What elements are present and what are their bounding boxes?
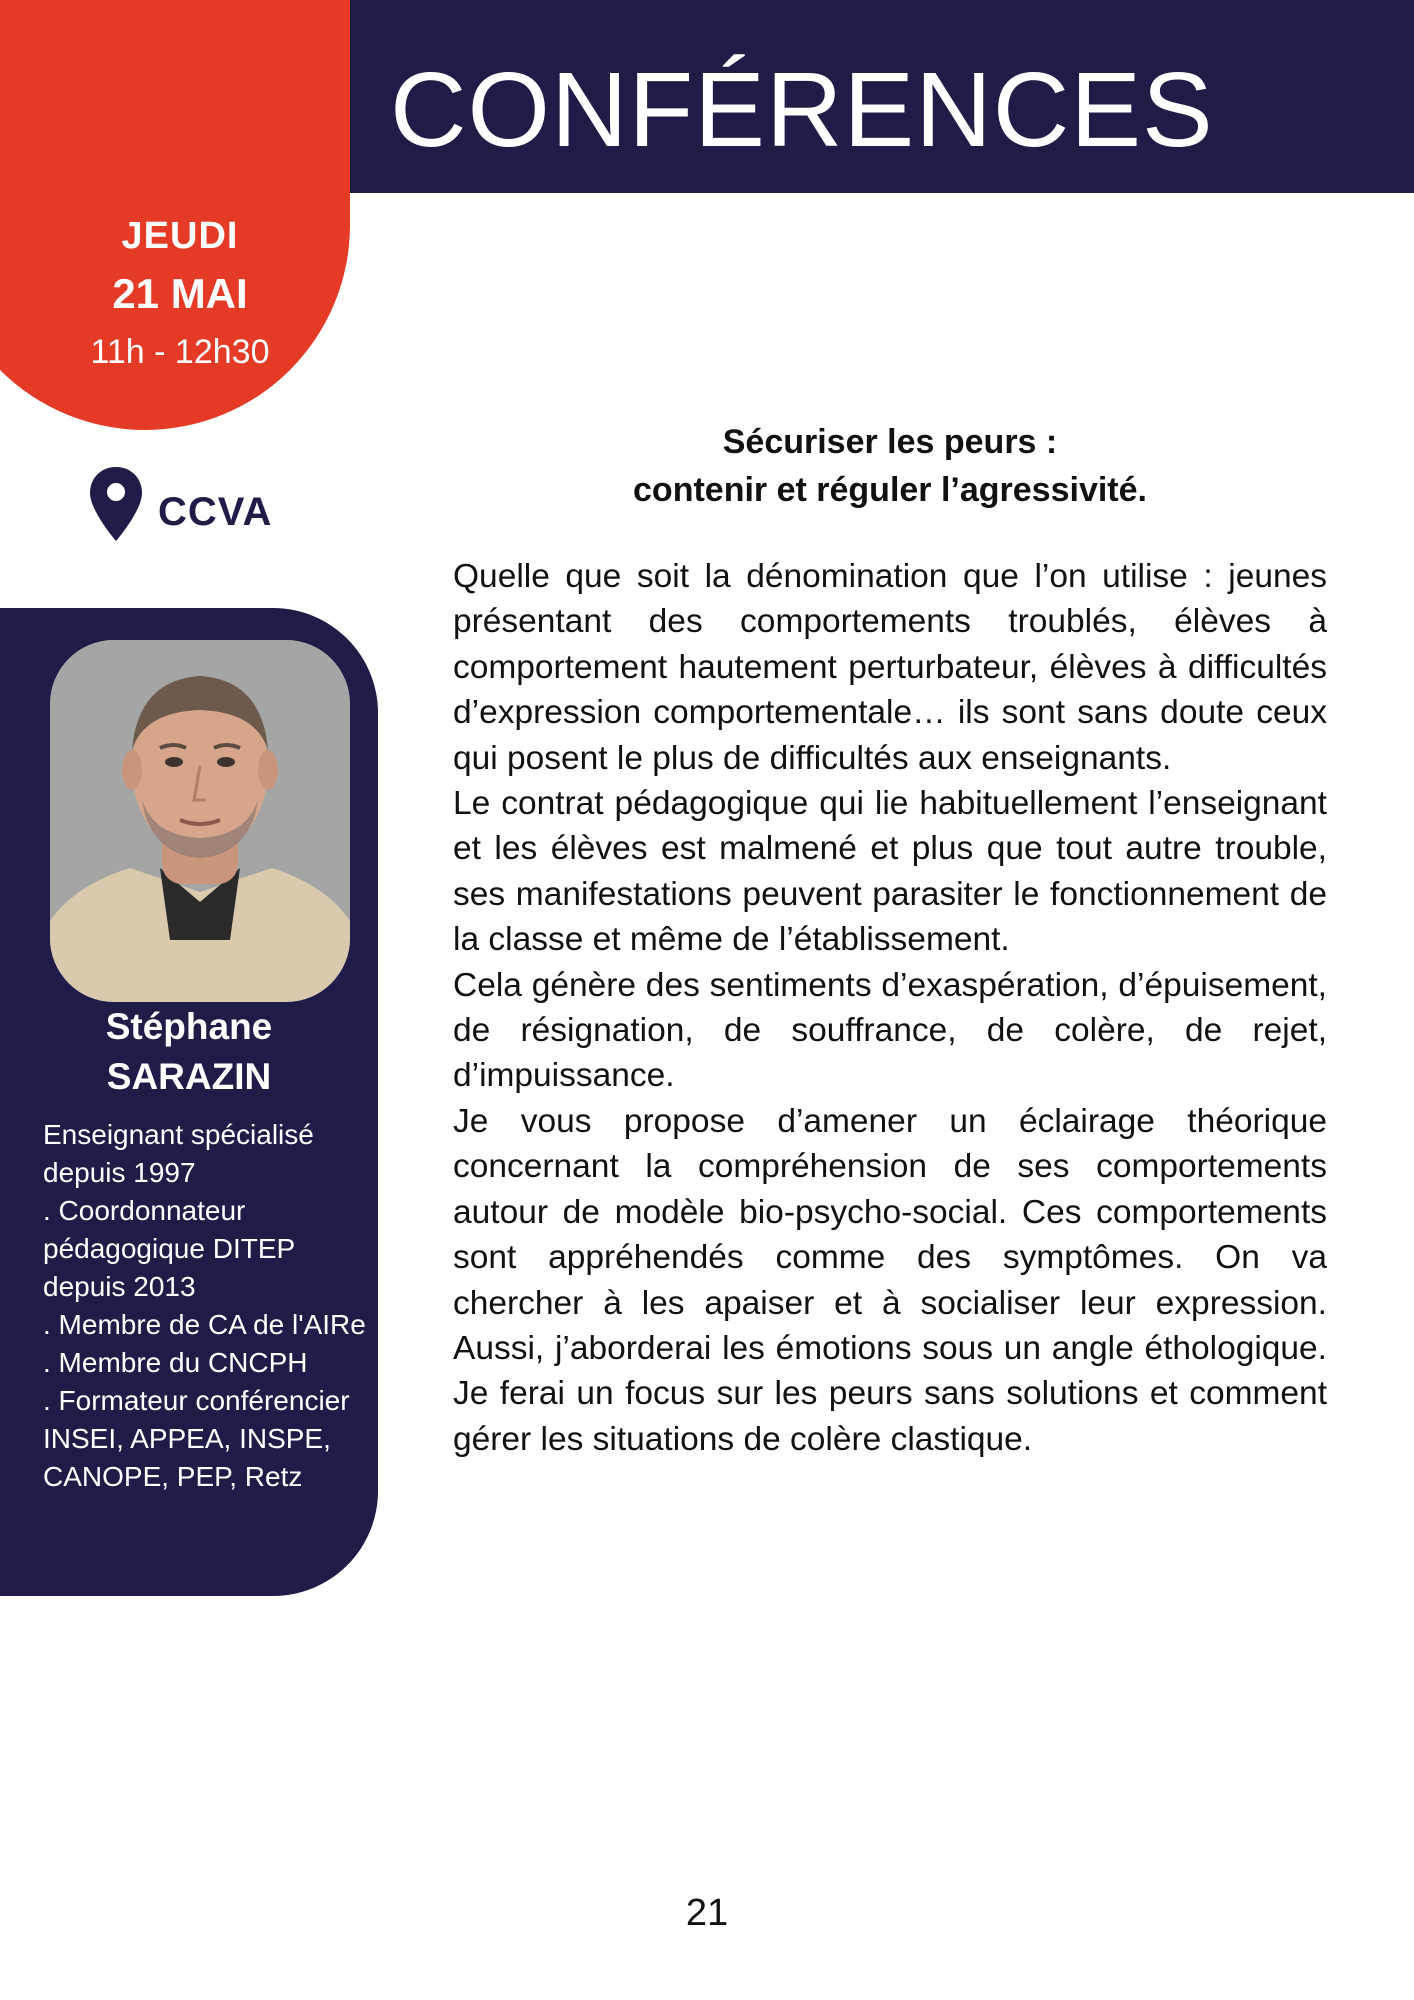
abstract-paragraph: Cela génère des sentiments d’exaspération, d’épuisement, de résignation, de souffrance, de colère, de rejet, d’impuissance.	[453, 966, 1327, 1095]
talk-title	[455, 418, 1325, 514]
speaker-last-name: SARAZIN	[106, 1056, 272, 1097]
abstract-paragraph: Le contrat pédagogique qui lie habituellement l’enseignant et les élèves est malmené et plus que tout autre trouble, ses manifestations peuvent parasiter le fonctionnement de la classe et même de l’établissement.	[453, 785, 1327, 959]
speaker-portrait-image	[50, 640, 350, 1002]
speaker-first-name: Stéphane	[105, 1006, 273, 1047]
speaker-bio	[43, 1116, 373, 1496]
talk-title-line-2: contenir et réguler l’agressivité.	[633, 471, 1147, 509]
bio-line: . Formateur conférencier INSEI, APPEA, INSPE, CANOPE, PEP, Retz	[43, 1385, 350, 1492]
talk-title-line-1: Sécuriser les peurs :	[722, 423, 1058, 461]
bio-line: . Membre de CA de l'AIRe	[43, 1309, 366, 1340]
event-date-label: 21 MAI	[112, 270, 248, 317]
event-day: JEUDI	[121, 215, 239, 257]
podium-audience-icon	[100, 45, 265, 195]
page-title: CONFÉRENCES	[390, 51, 1214, 169]
venue-label: CCVA	[158, 490, 273, 534]
event-date	[0, 208, 360, 380]
bio-line: . Membre du CNCPH	[43, 1347, 308, 1378]
page-number: 21	[685, 1892, 729, 1934]
abstract-paragraph: Quelle que soit la dénomination que l’on utilise : jeunes présentant des comportements troublés, élèves à comportement hautement perturbateur, élèves à difficultés d’expression comportementale… ils sont sans doute ceux qui posent le plus de difficultés aux enseignants.	[453, 558, 1327, 777]
talk-abstract	[453, 554, 1327, 1462]
speaker-photo	[50, 640, 350, 1002]
speaker-name	[0, 1002, 378, 1102]
location-pin-icon	[88, 465, 144, 543]
event-time: 11h - 12h30	[90, 333, 270, 371]
bio-line: Enseignant spécialisé depuis 1997	[43, 1119, 314, 1188]
bio-line: . Coordonnateur pédagogique DITEP depuis 2013	[43, 1195, 295, 1302]
abstract-paragraph: Je vous propose d’amener un éclairage théorique concernant la compréhension de ses comportements autour de modèle bio-psycho-social. Ces comportements sont appréhendés comme des symptômes. On va chercher à les apaiser et à socialiser leur expression. Aussi, j’aborderai les émotions sous un angle éthologique. Je ferai un focus sur les peurs sans solutions et comment gérer les situations de colère clastique.	[453, 1102, 1327, 1458]
